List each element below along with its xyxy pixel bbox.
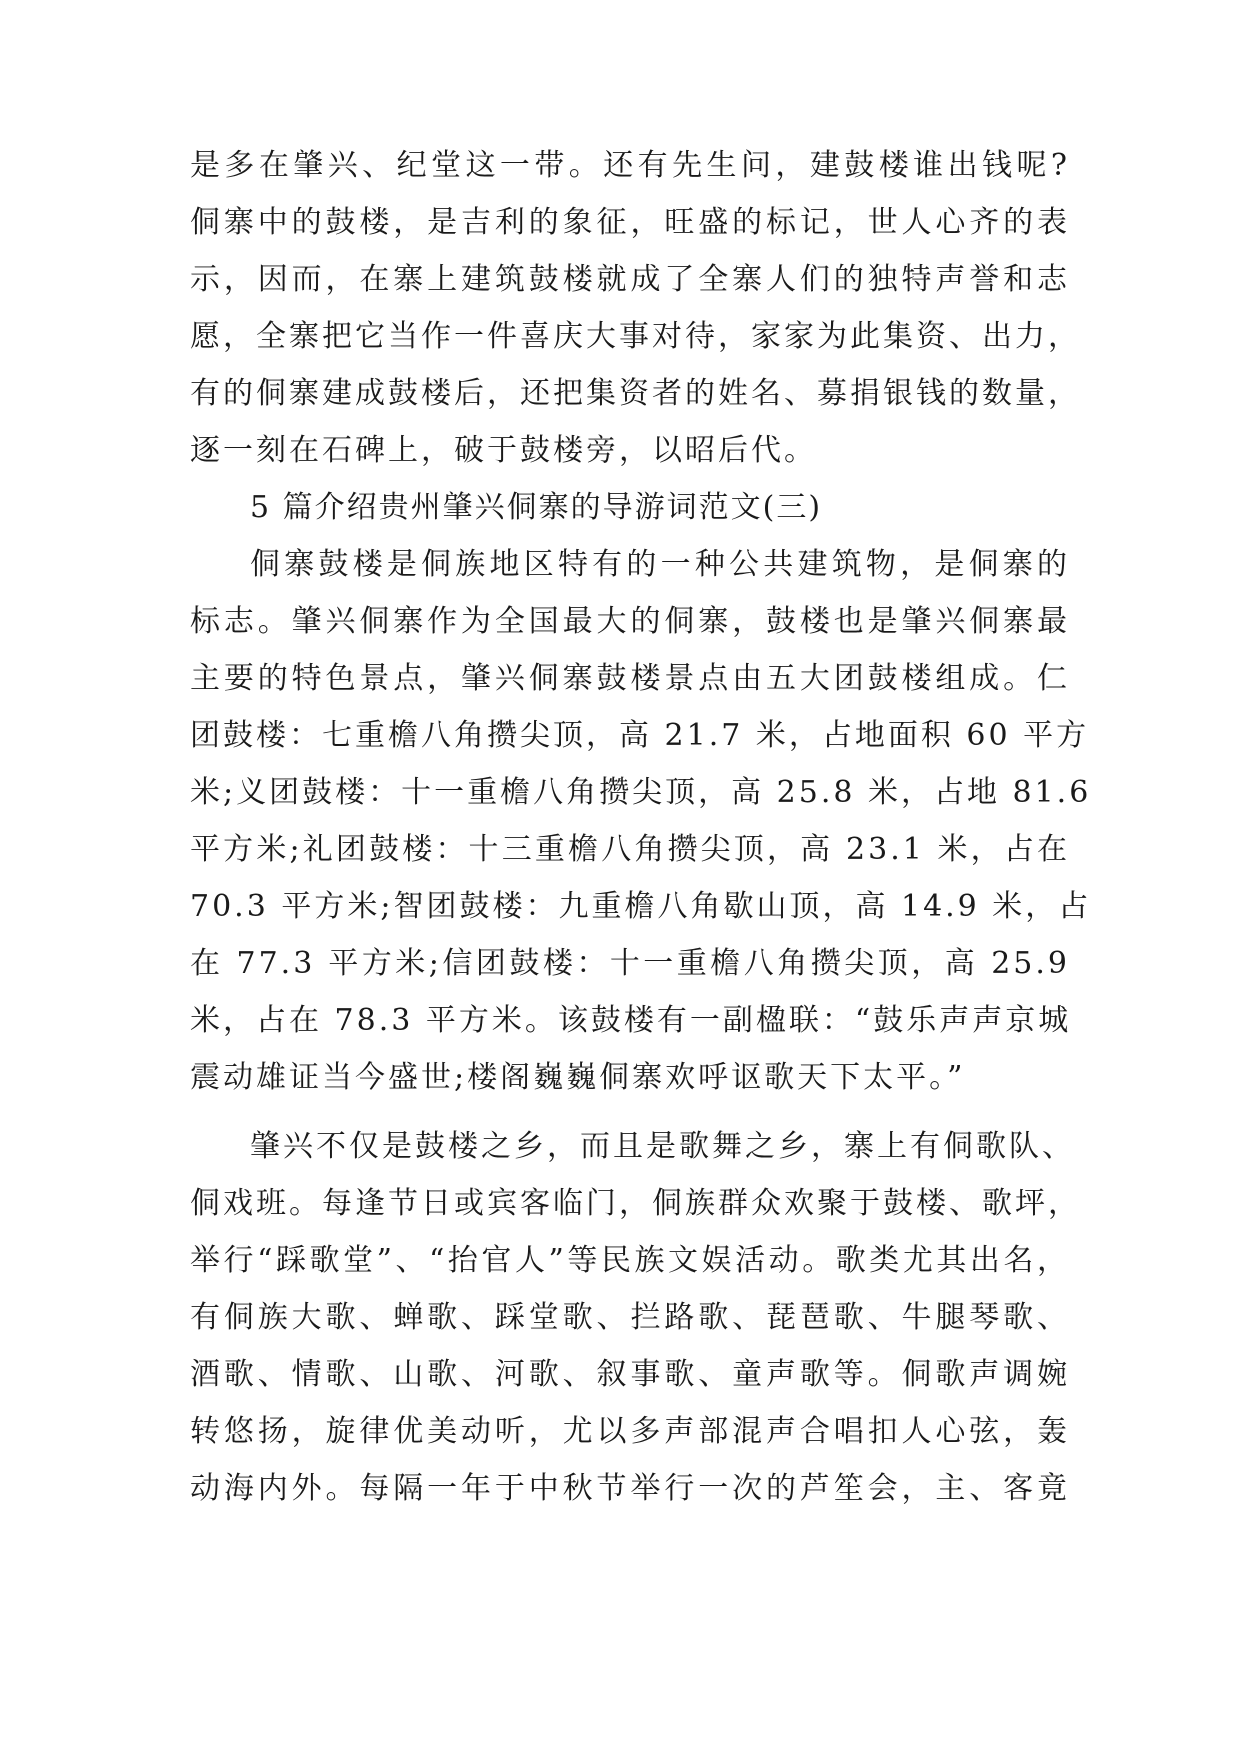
text-line: 酒歌、情歌、山歌、河歌、叙事歌、童声歌等。侗歌声调婉: [190, 1357, 1070, 1392]
text-line: 转悠扬，旋律优美动听，尤以多声部混声合唱扣人心弦，轰: [190, 1414, 1070, 1449]
text-line: 侗戏班。每逢节日或宾客临门，侗族群众欢聚于鼓楼、歌坪，: [190, 1186, 1081, 1221]
text-line: 团鼓楼：七重檐八角攒尖顶，高 21.7 米，占地面积 60 平方: [190, 718, 1090, 753]
text-line: 标志。肇兴侗寨作为全国最大的侗寨，鼓楼也是肇兴侗寨最: [190, 604, 1070, 639]
text-line: 侗寨中的鼓楼，是吉利的象征，旺盛的标记，世人心齐的表: [190, 205, 1070, 240]
text-line: 愿，全寨把它当作一件喜庆大事对待，家家为此集资、出力，: [190, 319, 1081, 354]
text-line: 有的侗寨建成鼓楼后，还把集资者的姓名、募捐银钱的数量，: [190, 376, 1081, 411]
text-line: 肇兴不仅是鼓楼之乡，而且是歌舞之乡，寨上有侗歌队、: [250, 1129, 1075, 1164]
text-line: 在 77.3 平方米;信团鼓楼：十一重檐八角攒尖顶，高 25.9: [190, 946, 1070, 981]
text-line: 70.3 平方米;智团鼓楼：九重檐八角歇山顶，高 14.9 米，占: [190, 889, 1092, 924]
text-line: 震动雄证当今盛世;楼阁巍巍侗寨欢呼讴歌天下太平。”: [190, 1060, 966, 1095]
text-line: 米，占在 78.3 平方米。该鼓楼有一副楹联：“鼓乐声声京城: [190, 1003, 1072, 1038]
text-line: 是多在肇兴、纪堂这一带。还有先生问，建鼓楼谁出钱呢?: [190, 148, 1070, 183]
text-line: 有侗族大歌、蝉歌、踩堂歌、拦路歌、琵琶歌、牛腿琴歌、: [190, 1300, 1070, 1335]
text-line: 举行“踩歌堂”、“抬官人”等民族文娱活动。歌类尤其出名，: [190, 1243, 1070, 1278]
text-line: 逐一刻在石碑上，破于鼓楼旁，以昭后代。: [190, 433, 817, 468]
section-heading: 5 篇介绍贵州肇兴侗寨的导游词范文(三): [250, 490, 823, 525]
text-line: 示，因而，在寨上建筑鼓楼就成了全寨人们的独特声誉和志: [190, 262, 1070, 297]
text-line: 侗寨鼓楼是侗族地区特有的一种公共建筑物，是侗寨的: [250, 547, 1070, 582]
text-line: 米;义团鼓楼：十一重檐八角攒尖顶，高 25.8 米，占地 81.6: [190, 775, 1092, 810]
text-line: 平方米;礼团鼓楼：十三重檐八角攒尖顶，高 23.1 米，占在: [190, 832, 1070, 867]
text-line: 动海内外。每隔一年于中秋节举行一次的芦笙会，主、客竟: [190, 1471, 1070, 1506]
text-line: 主要的特色景点，肇兴侗寨鼓楼景点由五大团鼓楼组成。仁: [190, 661, 1070, 696]
